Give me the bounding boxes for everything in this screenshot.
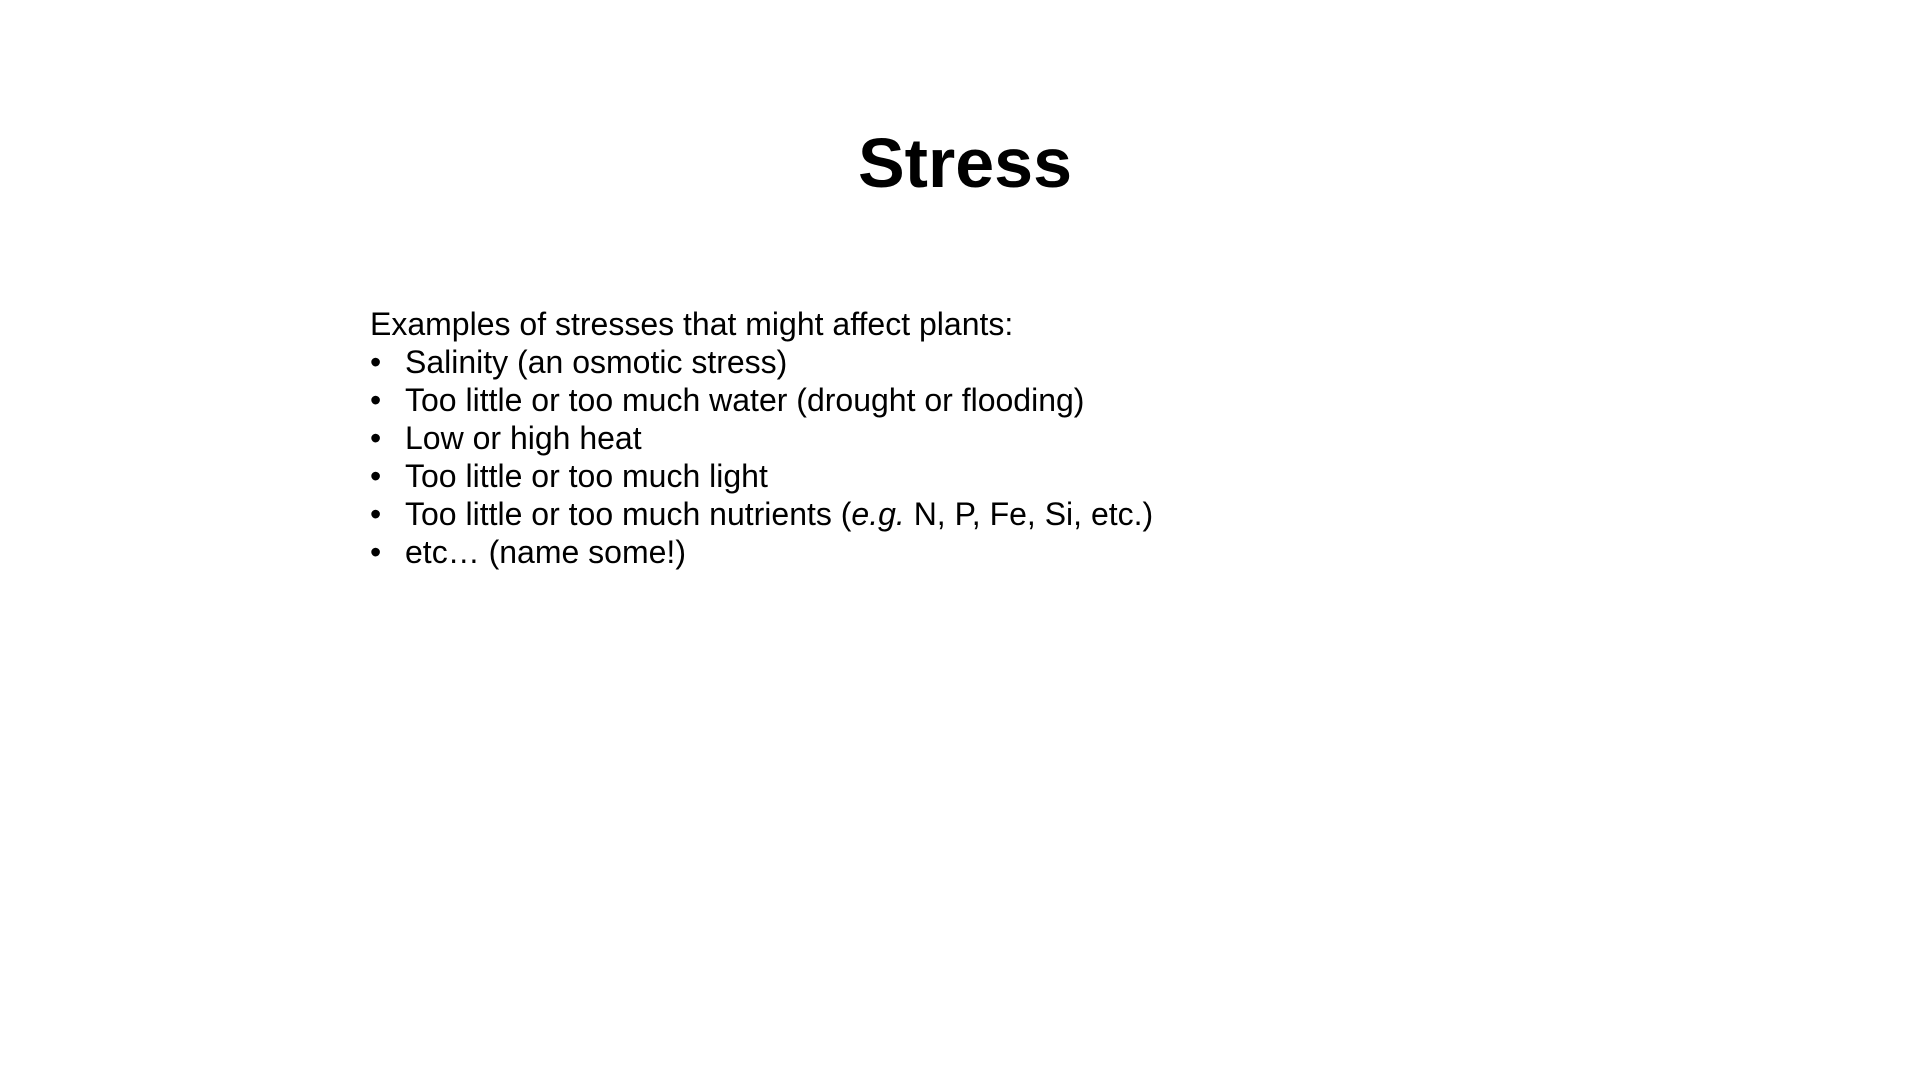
bullet-dot-icon: • [370, 344, 382, 380]
bullet-item-water [370, 381, 1670, 419]
slide-title: Stress [857, 124, 1073, 202]
bullet-dot-icon: • [370, 420, 382, 456]
bullet-dot-icon: • [370, 458, 382, 494]
bullet-item-etc [370, 533, 1670, 571]
bullet-text: Salinity (an osmotic stress) [405, 344, 788, 380]
bullet-text: Too little or too much water (drought or flooding) [405, 382, 1085, 418]
bullet-item-light [370, 457, 1670, 495]
bullet-dot-icon: • [370, 382, 382, 418]
intro-text: Examples of stresses that might affect plants: [370, 306, 1014, 342]
bullet-list [370, 343, 1670, 571]
bullet-text-italic: e.g. [851, 496, 905, 532]
bullet-text: Too little or too much light [405, 458, 768, 494]
slide-body [370, 305, 1670, 571]
bullet-text-pre: Too little or too much nutrients ( [405, 496, 852, 532]
bullet-item-heat [370, 419, 1670, 457]
bullet-item-nutrients [370, 495, 1670, 533]
bullet-item-salinity [370, 343, 1670, 381]
bullet-dot-icon: • [370, 496, 382, 532]
bullet-dot-icon: • [370, 534, 382, 570]
bullet-text: Low or high heat [405, 420, 642, 456]
bullet-text-post: N, P, Fe, Si, etc.) [904, 496, 1154, 532]
bullet-text: etc… (name some!) [405, 534, 686, 570]
